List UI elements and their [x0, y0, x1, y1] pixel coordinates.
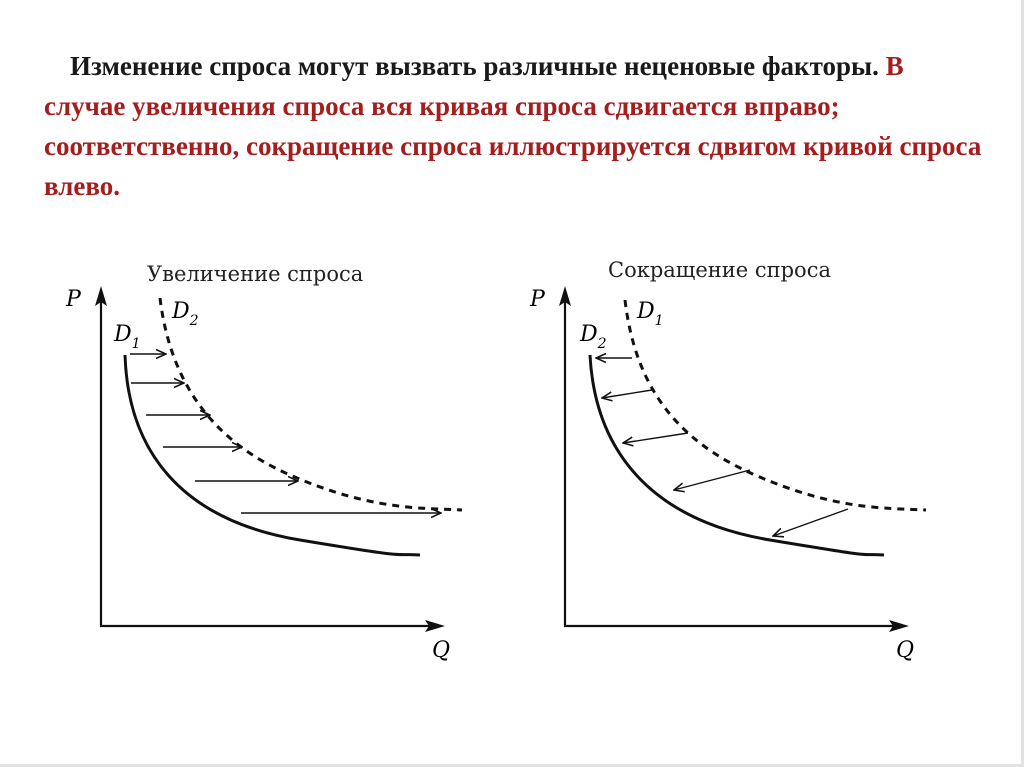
right-shift-arrow — [773, 509, 848, 536]
left-axis-q-label: Q — [432, 638, 451, 663]
left-axis-p-label: P — [66, 287, 81, 312]
right-shift-arrow — [674, 470, 750, 490]
right-axis-q-label: Q — [896, 638, 915, 663]
right-curve-d1 — [625, 300, 926, 510]
right-curve-d2 — [590, 355, 884, 555]
right-axis-p-label: P — [530, 287, 545, 312]
left-label-d1: $D_1$ — [114, 322, 141, 352]
text-lead: Изменение спроса могут вызвать различные неценовые факторы. — [70, 51, 879, 81]
right-diagram-title: Сокращение спроса — [608, 258, 831, 282]
left-diagram-title: Увеличение спроса — [147, 262, 364, 286]
right-shift-arrow — [602, 390, 652, 398]
left-label-d2: $D_2$ — [172, 299, 199, 329]
right-label-d2: $D_2$ — [580, 322, 607, 352]
text-highlight: В случае увеличения спроса вся кривая спроса сдвигается вправо; соответственно, сокращение спроса иллюстрируется сдвигом кривой спроса влево. — [44, 51, 982, 201]
right-label-d1: $D_1$ — [637, 299, 664, 329]
right-shift-arrow — [623, 433, 688, 443]
